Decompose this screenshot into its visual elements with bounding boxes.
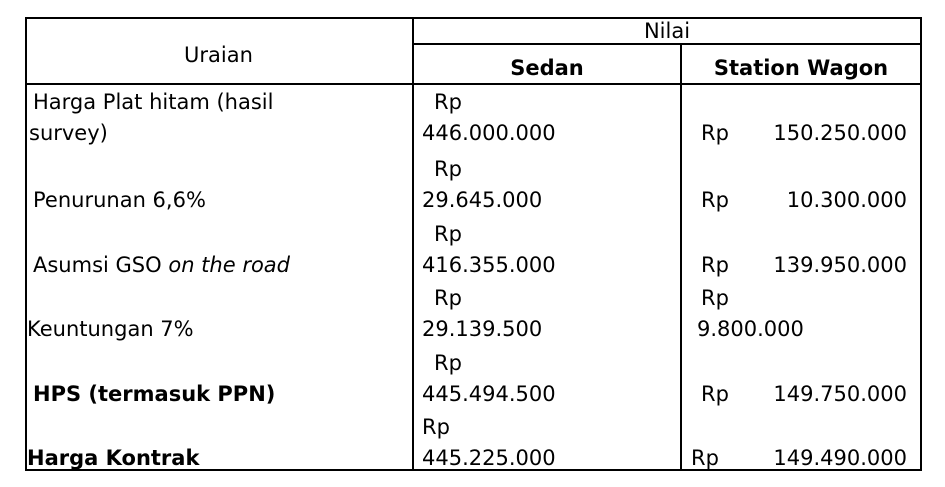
sedan-value-5: 445.494.500 <box>422 382 556 406</box>
sedan-value-6: 445.225.000 <box>422 446 556 470</box>
sedan-value-1: 446.000.000 <box>422 121 556 145</box>
sw-value-4: 9.800.000 <box>697 317 804 341</box>
sw-rp-5: Rp <box>701 382 729 406</box>
row-label-3 <box>33 253 290 277</box>
header-nilai: Nilai <box>643 19 691 43</box>
sedan-rp-6: Rp <box>422 415 450 439</box>
row-label-3-italic: on the road <box>168 253 290 277</box>
table-border-right <box>920 17 922 471</box>
row-label-6: Harga Kontrak <box>27 446 200 470</box>
row-label-4: Keuntungan 7% <box>27 317 194 341</box>
header-uraian: Uraian <box>184 43 253 67</box>
divider-nilai-sub <box>412 43 922 45</box>
row-label-2: Penurunan 6,6% <box>33 188 206 212</box>
sedan-rp-2: Rp <box>434 157 462 181</box>
row-label-1a: Harga Plat hitam (hasil <box>33 90 274 114</box>
sedan-value-3: 416.355.000 <box>422 253 556 277</box>
divider-header-body <box>25 83 922 85</box>
sw-value-3: 139.950.000 <box>773 253 907 277</box>
value-table <box>25 17 922 471</box>
sw-rp-3: Rp <box>701 253 729 277</box>
sedan-rp-3: Rp <box>434 222 462 246</box>
sedan-rp-4: Rp <box>434 286 462 310</box>
sw-rp-2: Rp <box>701 188 729 212</box>
divider-uraian-nilai <box>412 17 414 471</box>
sedan-value-4: 29.139.500 <box>422 317 543 341</box>
sw-rp-6: Rp <box>691 446 719 470</box>
sw-value-6: 149.490.000 <box>773 446 907 470</box>
sw-rp-4: Rp <box>701 286 729 310</box>
row-label-1b: survey) <box>29 121 108 145</box>
sw-rp-1: Rp <box>701 121 729 145</box>
sw-value-1: 150.250.000 <box>773 121 907 145</box>
sedan-rp-1: Rp <box>434 90 462 114</box>
header-station-wagon: Station Wagon <box>713 56 889 80</box>
row-label-3-text: Asumsi GSO <box>33 253 169 277</box>
row-label-5: HPS (termasuk PPN) <box>33 382 276 406</box>
sedan-value-2: 29.645.000 <box>422 188 543 212</box>
sw-value-2: 10.300.000 <box>786 188 907 212</box>
table-border-left <box>25 17 27 471</box>
header-sedan: Sedan <box>510 56 584 80</box>
divider-sedan-sw <box>680 44 682 471</box>
sedan-rp-5: Rp <box>434 351 462 375</box>
sw-value-5: 149.750.000 <box>773 382 907 406</box>
